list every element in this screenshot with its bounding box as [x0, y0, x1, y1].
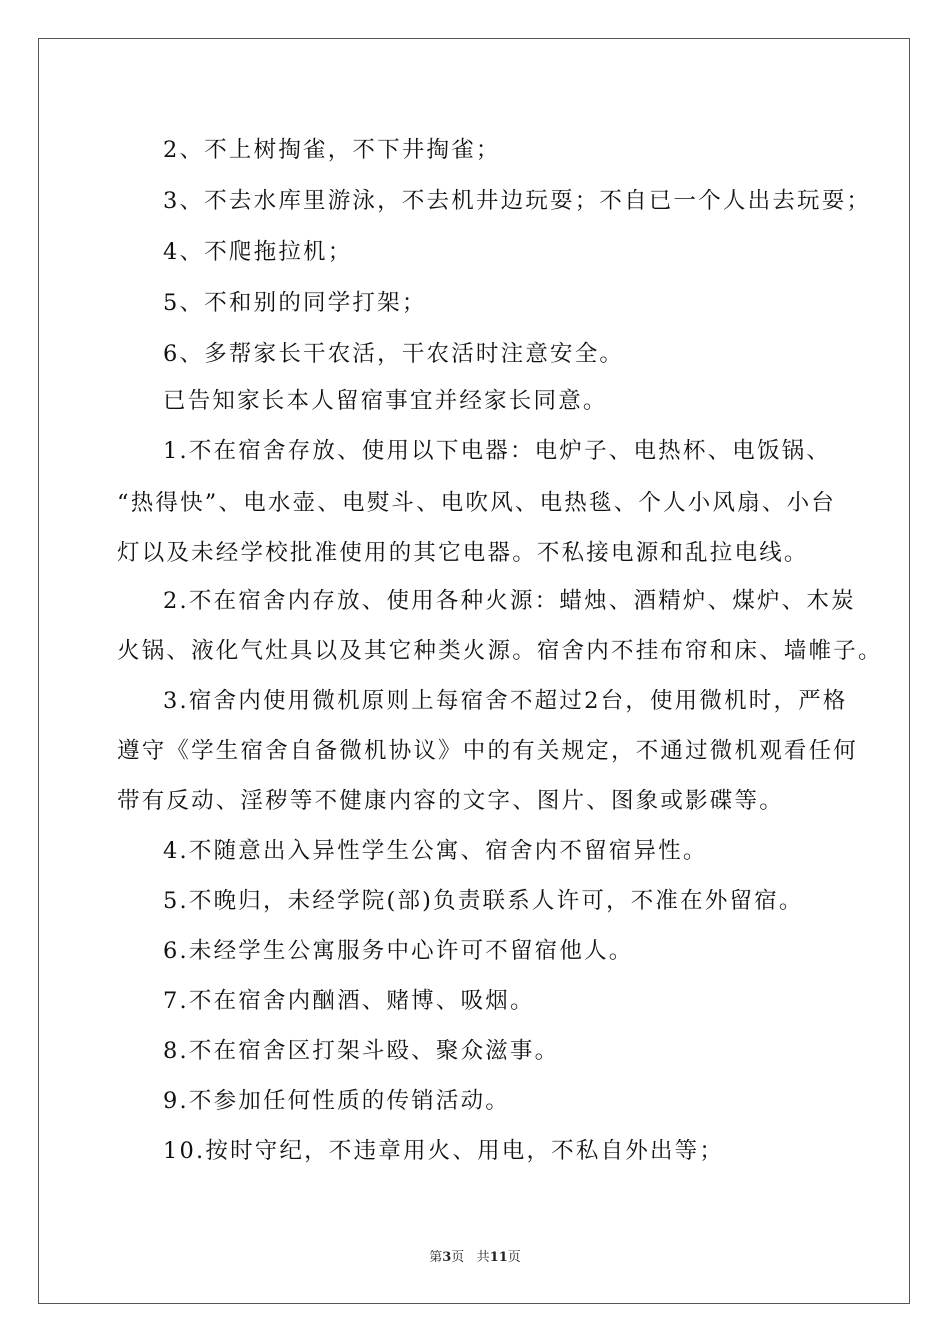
- paragraph-line: 10.按时守纪，不违章用火、用电，不私自外出等；: [163, 1138, 725, 1164]
- paragraph-line: 3.宿舍内使用微机原则上每宿舍不超过2台，使用微机时，严格: [163, 688, 848, 714]
- paragraph-line: 遵守《学生宿舍自备微机协议》中的有关规定，不通过微机观看任何: [117, 738, 859, 764]
- list-item: 6、多帮家长干农活，干农活时注意安全。: [163, 341, 625, 367]
- list-item: 2、不上树掏雀，不下井掏雀；: [163, 137, 501, 163]
- paragraph-line: 2.不在宿舍内存放、使用各种火源：蜡烛、酒精炉、煤炉、木炭: [163, 588, 856, 614]
- footer-page-unit: 页: [451, 1250, 465, 1265]
- paragraph-line: 6.未经学生公寓服务中心许可不留宿他人。: [163, 938, 634, 964]
- paragraph-line: 9.不参加任何性质的传销活动。: [163, 1088, 510, 1114]
- paragraph-line: 灯以及未经学校批准使用的其它电器。不私接电源和乱拉电线。: [117, 540, 809, 566]
- footer-prefix: 第: [429, 1250, 443, 1265]
- paragraph-line: 4.不随意出入异性学生公寓、宿舍内不留宿异性。: [163, 838, 708, 864]
- paragraph-line: 火锅、液化气灶具以及其它种类火源。宿舍内不挂布帘和床、墙帷子。: [117, 638, 883, 664]
- paragraph-line: 1.不在宿舍存放、使用以下电器：电炉子、电热杯、电饭锅、: [163, 438, 832, 464]
- page-number: 3: [442, 1250, 452, 1265]
- paragraph-line: 8.不在宿舍区打架斗殴、聚众滋事。: [163, 1038, 560, 1064]
- paragraph: 已告知家长本人留宿事宜并经家长同意。: [163, 388, 608, 414]
- list-item: 3、不去水库里游泳，不去机井边玩耍；不自已一个人出去玩耍；: [163, 188, 872, 214]
- paragraph-line: “热得快”、电水壶、电熨斗、电吹风、电热毯、个人小风扇、小台: [117, 490, 837, 516]
- list-item: 5、不和别的同学打架；: [163, 290, 427, 316]
- list-item: 4、不爬拖拉机；: [163, 239, 353, 265]
- footer-total-unit: 页: [507, 1250, 521, 1265]
- paragraph-line: 7.不在宿舍内酗酒、赌博、吸烟。: [163, 988, 535, 1014]
- paragraph-line: 带有反动、淫秽等不健康内容的文字、图片、图象或影碟等。: [117, 788, 784, 814]
- paragraph-line: 5.不晚归，未经学院(部)负责联系人许可，不准在外留宿。: [163, 888, 804, 914]
- page-footer: [0, 1246, 950, 1265]
- total-pages: 11: [489, 1250, 508, 1265]
- footer-total-prefix: 共: [476, 1250, 490, 1265]
